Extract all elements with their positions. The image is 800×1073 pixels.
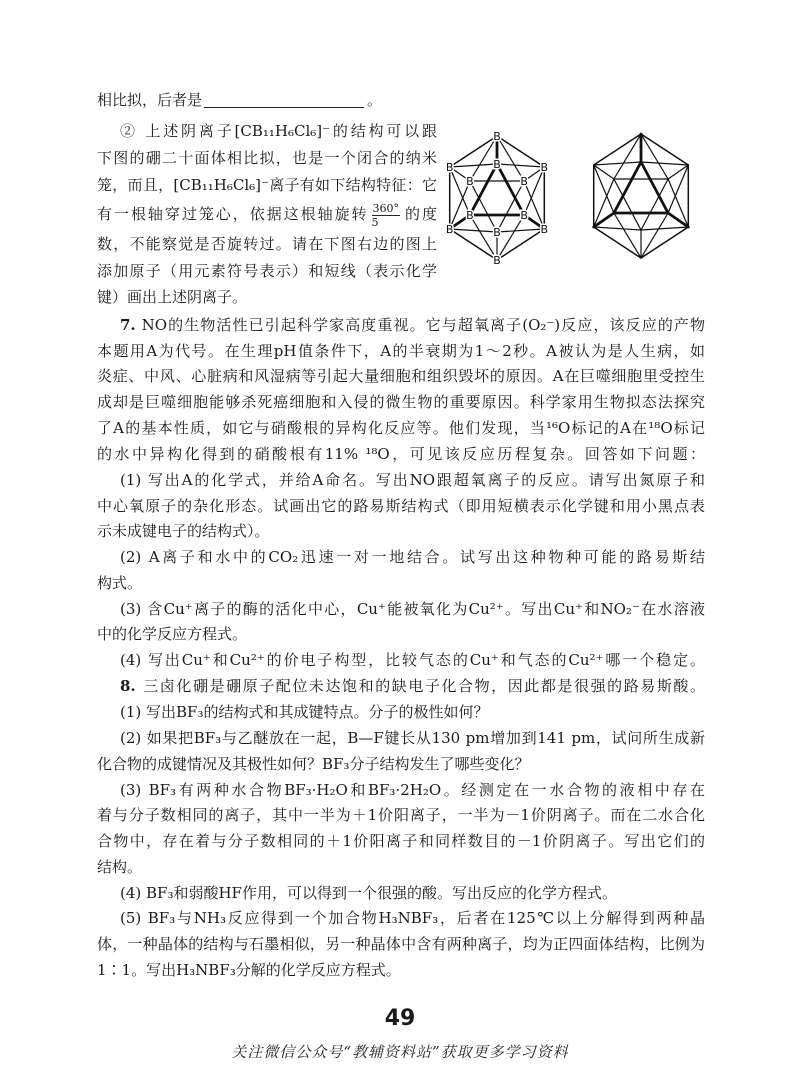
bond-line — [497, 136, 544, 167]
boron-atom-label: B — [520, 175, 528, 188]
q8-part4-line: (4) BF₃和弱酸HF作用，可以得到一个很强的酸。写出反应的化学方程式。 — [120, 884, 617, 902]
bond-line — [641, 134, 688, 165]
q8-part5-line: 1∶1。写出H₃NBF₃分解的化学反应方程式。 — [97, 961, 401, 979]
rotation-fraction — [372, 202, 401, 229]
q8-part3-line: (3) BF₃有两种水合物BF₃·H₂O和BF₃·2H₂O。经测定在一水合物的液相中存在 — [120, 781, 705, 799]
q7-part1-line: 中心氧原子的杂化形态。试画出它的路易斯结构式（即用短横表示化学键和用小黑点表 — [97, 497, 705, 515]
q7-stem-text: NO的生物活性已引起科学家高度重视。它与超氧离子(O₂⁻)反应，该反应的产物 — [141, 316, 705, 334]
bond-line — [450, 229, 497, 232]
q7-part1-line: (1) 写出A的化学式，并给A命名。写出NO跟超氧离子的反应。请写出氮原子和 — [120, 471, 705, 489]
q8-part5-line: (5) BF₃与NH₃反应得到一个加合物H₃NBF₃，后者在125℃以上分解得到两种晶 — [120, 909, 705, 927]
boron-atom-label: B — [540, 161, 549, 174]
question-number: 7. — [120, 316, 136, 334]
q6-1-tail-text: 相比拟，后者是 — [97, 91, 203, 109]
bond-line — [450, 164, 497, 167]
boron-atom-label: B — [493, 226, 501, 239]
fraction-numerator: 360° — [372, 201, 400, 215]
q6-2-line: 键）画出上述阴离子。 — [97, 288, 248, 306]
q8-part2-line: (2) 如果把BF₃与乙醚放在一起，B—F键长从130 pm增加到141 pm，试问所生成新 — [120, 729, 705, 747]
q7-stem-line: 成却是巨噬细胞能够杀死癌细胞和入侵的微生物的重要原因。科学家用生物拟态法探究 — [97, 393, 705, 411]
q6-2-text: 有一根轴穿过笼心，依据这根轴旋转 — [97, 205, 369, 223]
bond-line — [641, 213, 668, 258]
q8-part3-line: 着与分子数相同的离子，其中一半为＋1价阳离子，一半为－1价阴离子。而在二水合化 — [97, 806, 705, 824]
bond-line — [594, 227, 641, 258]
bond-line — [497, 229, 544, 260]
q7-stem-line: 的水中异构化得到的硝酸根有11% ¹⁸O，可见该反应历程复杂。回答如下问题： — [97, 445, 705, 463]
q8-part2-line: 化合物的成键情况及其极性如何？BF₃分子结构发生了哪些变化？ — [97, 755, 530, 773]
q8-part5-line: 体，一种晶体的结构与石墨相似，另一种晶体中含有两种离子，均为正四面体结构，比例为 — [97, 935, 705, 953]
q6-2-line: 笼，而且，[CB₁₁H₆Cl₆]⁻离子有如下结构特征：它 — [97, 176, 437, 194]
q8-part1-line: (1) 写出BF₃的结构式和其成键特点。分子的极性如何？ — [120, 703, 489, 721]
q8-stem-text: 三卤化硼是硼原子配位未达饱和的缺电子化合物，因此都是很强的路易斯酸。 — [141, 677, 705, 695]
bond-line — [450, 136, 497, 167]
q8-stem-line — [120, 673, 705, 699]
page-number: 49 — [384, 1006, 416, 1031]
q7-stem-line: 本题用A为代号。在生理pH值条件下，A的半衰期为1～2秒。A被认为是人生病，如 — [97, 342, 705, 360]
boron-atom-label: B — [540, 223, 549, 236]
bond-line — [594, 227, 641, 230]
bond-line — [450, 229, 497, 260]
q6-2-line-with-fraction — [97, 198, 437, 230]
q6-2-line: 数，不能察觉是否旋转过。请在下图右边的图上 — [97, 235, 437, 253]
q7-part1-line: 示未成键电子的结构式）。 — [97, 522, 270, 540]
q7-part3-line: 中的化学反应方程式。 — [97, 625, 248, 643]
q7-part3-line: (3) 含Cu⁺离子的酶的活化中心，Cu⁺能被氧化为Cu²⁺。写出Cu⁺和NO₂⁻在水溶液 — [120, 600, 705, 618]
bond-line — [641, 162, 688, 165]
q8-part3-line: 合物中，存在着与分子数相同的＋1价阳离子和同样数目的－1价阴离子。写出它们的 — [97, 832, 705, 850]
bond-line — [641, 227, 688, 258]
bond-line — [497, 229, 544, 232]
answer-blank — [204, 91, 364, 108]
boron-atom-label: B — [493, 158, 501, 171]
question-number: 8. — [120, 677, 136, 695]
q7-part2-line: (2) A离子和水中的CO₂迅速一对一地结合。试写出这种物种可能的路易斯结 — [120, 548, 705, 566]
boron-atom-label: B — [466, 175, 474, 188]
q6-1-tail-end: 。 — [367, 91, 383, 109]
blank-icosahedron-figure — [594, 134, 689, 258]
boron-atom-label: B — [445, 161, 454, 174]
q6-2-line: 添加原子（用元素符号表示）和短线（表示化学 — [97, 262, 437, 280]
bond-line — [594, 162, 641, 165]
boron-icosahedron-figure — [446, 130, 548, 267]
q7-stem-line — [120, 312, 705, 338]
footer-note: 关注微信公众号“教辅资料站”获取更多学习资料 — [231, 1043, 569, 1061]
boron-atom-label: B — [493, 254, 501, 267]
bond-line — [614, 213, 641, 258]
q7-part2-line: 构式。 — [97, 574, 143, 592]
bond-line — [594, 134, 641, 165]
q6-2-text: 的度 — [403, 205, 437, 223]
q6-2-line: ② 上述阴离子[CB₁₁H₆Cl₆]⁻的结构可以跟 — [120, 122, 437, 140]
q6-2-line: 下图的硼二十面体相比拟，也是一个闭合的纳米 — [97, 149, 437, 167]
boron-atom-label: B — [520, 209, 528, 222]
q7-stem-line: 了A的基本性质，如它与硝酸根的异构化反应等。他们发现，当¹⁶O标记的A在¹⁸O标记 — [97, 419, 705, 437]
boron-atom-label: B — [493, 130, 501, 143]
icosahedron-figures — [428, 124, 708, 272]
bond-line — [497, 164, 544, 167]
q8-part3-line: 结构。 — [97, 858, 143, 876]
q7-part4-line: (4) 写出Cu⁺和Cu²⁺的价电子构型，比较气态的Cu⁺和气态的Cu²⁺哪一个稳定。 — [120, 651, 705, 669]
q6-1-tail-line — [97, 87, 705, 113]
boron-atom-label: B — [445, 223, 454, 236]
boron-atom-label: B — [466, 209, 474, 222]
q7-stem-line: 炎症、中风、心脏病和风湿病等引起大量细胞和组织毁坏的原因。A在巨噬细胞里受控生 — [97, 367, 705, 385]
bond-line — [641, 227, 688, 230]
fraction-denominator: 5 — [371, 215, 379, 229]
